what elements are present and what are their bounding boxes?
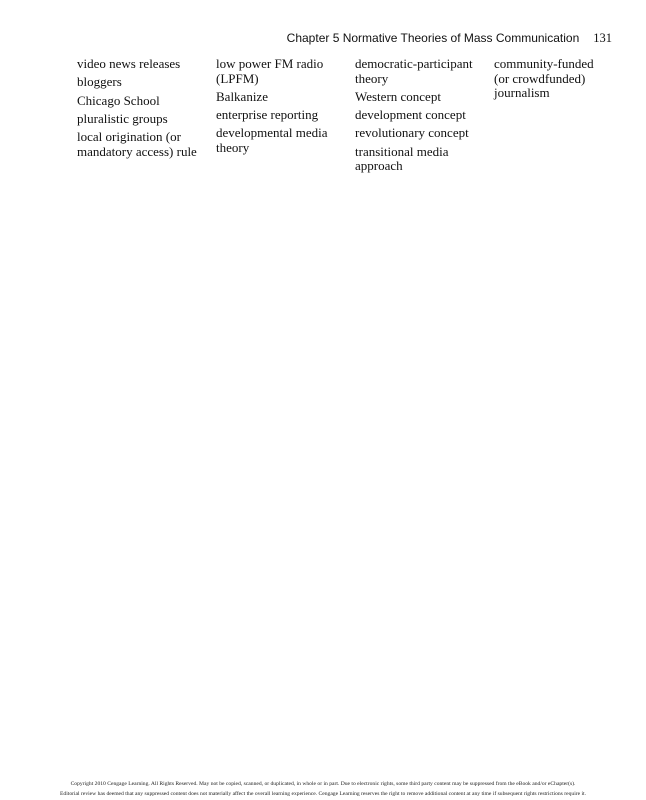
key-term: local origination (or mandatory access) rule [77, 129, 197, 159]
key-term: pluralistic groups [77, 110, 168, 126]
running-head [287, 31, 612, 46]
key-term: enterprise reporting [216, 107, 319, 123]
key-term: development concept [355, 107, 466, 123]
key-term: transitional media approach [355, 143, 449, 174]
key-terms-column-3 [355, 57, 487, 177]
key-terms-column-1 [77, 57, 209, 163]
key-terms-column-4 [494, 57, 612, 104]
key-term: revolutionary concept [355, 125, 469, 141]
editorial-notice: Editorial review has deemed that any suppressed content does not materially affect the overall learning experience. Cengage Learning reserves the right to remove additional content at any time if subsequent rights restrictions require it. [60, 791, 586, 797]
key-term: bloggers [77, 74, 122, 90]
key-term: Balkanize [216, 88, 268, 104]
key-term: community-funded (or crowdfunded) journalism [494, 56, 594, 100]
key-term: developmental media theory [216, 125, 328, 155]
key-term: Western concept [355, 88, 441, 104]
key-term: Chicago School [77, 92, 160, 108]
key-term: low power FM radio (LPFM) [216, 56, 324, 86]
key-term: video news releases [77, 56, 181, 71]
key-term: democratic-participant theory [355, 56, 473, 86]
key-terms-column-2 [216, 57, 348, 159]
page-number: 131 [593, 31, 612, 45]
chapter-title: Chapter 5 Normative Theories of Mass Communication [286, 31, 580, 45]
copyright-notice: Copyright 2010 Cengage Learning. All Rights Reserved. May not be copied, scanned, or duplicated, in whole or in part. Due to electronic rights, some third party content may be suppressed from the eBook and/or eChapter(s). [70, 781, 576, 787]
